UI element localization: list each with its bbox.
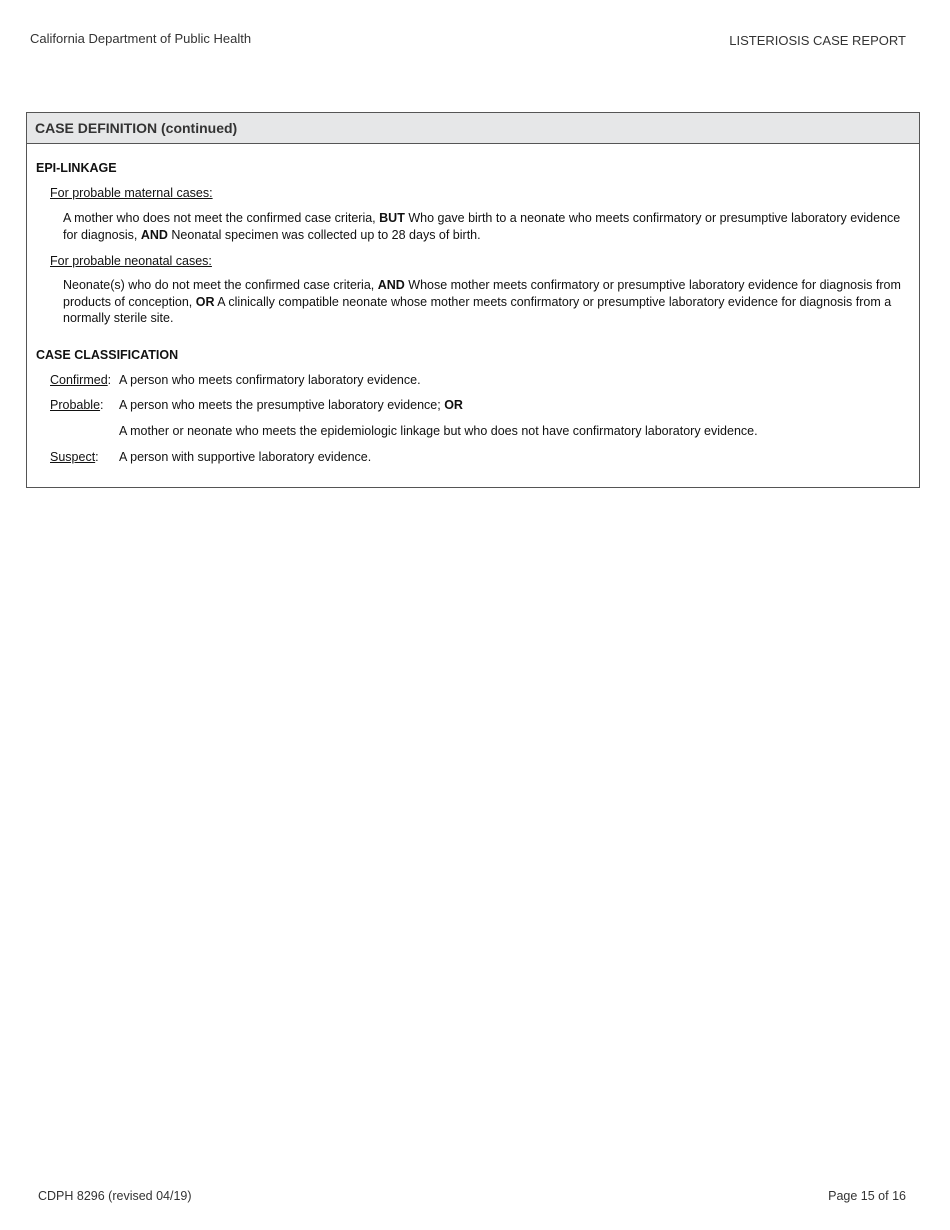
header-department: California Department of Public Health — [30, 31, 252, 46]
neonatal-cases-paragraph: Neonate(s) who do not meet the confirmed case criteria, AND Whose mother meets confirmatory or presumptive laboratory evidence for diagnosis from products of conception, OR A clinically compatible neonate whose mother meets confirmatory or presumptive laboratory evidence for diagnosis from a normally sterile site. — [63, 278, 901, 325]
probable-text: A person who meets the presumptive laboratory evidence; OR — [119, 398, 463, 412]
suspect-label: Suspect: — [50, 450, 99, 464]
case-classification-heading: CASE CLASSIFICATION — [36, 348, 179, 362]
probable-label: Probable: — [50, 398, 104, 412]
case-definition-title: CASE DEFINITION (continued) — [27, 113, 919, 144]
maternal-cases-label: For probable maternal cases: — [50, 186, 213, 200]
epi-linkage-heading: EPI-LINKAGE — [36, 161, 117, 175]
case-definition-box — [26, 112, 920, 488]
footer-page-number: Page 15 of 16 — [828, 1189, 906, 1203]
probable-text-epi: A mother or neonate who meets the epidemiologic linkage but who does not have confirmatory laboratory evidence. — [119, 424, 758, 438]
suspect-text: A person with supportive laboratory evidence. — [119, 450, 372, 464]
neonatal-cases-label: For probable neonatal cases: — [50, 254, 212, 268]
confirmed-text: A person who meets confirmatory laboratory evidence. — [119, 373, 421, 387]
footer-form-number: CDPH 8296 (revised 04/19) — [38, 1189, 192, 1203]
maternal-cases-paragraph: A mother who does not meet the confirmed case criteria, BUT Who gave birth to a neonate who meets confirmatory or presumptive laboratory evidence for diagnosis, AND Neonatal specimen was collected up to 28 days of birth. — [63, 211, 901, 242]
confirmed-label: Confirmed: — [50, 373, 112, 387]
header-report-title: LISTERIOSIS CASE REPORT — [729, 33, 906, 48]
